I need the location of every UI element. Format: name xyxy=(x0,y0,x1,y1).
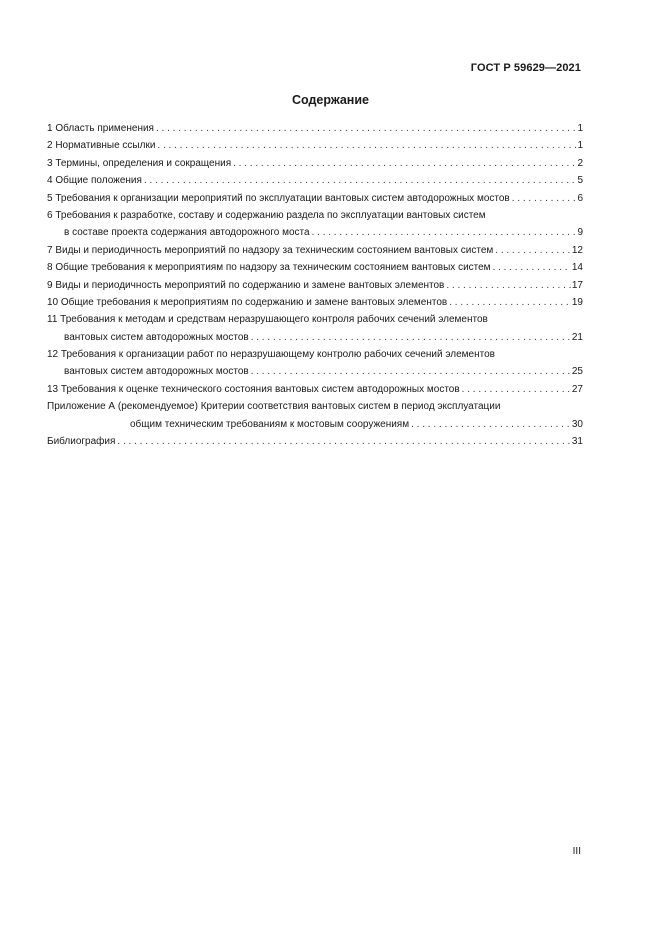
toc-entry-label: Приложение А (рекомендуемое) Критерии соответствия вантовых систем в период эксплуатации xyxy=(47,401,501,413)
toc-entry-label: 7 Виды и периодичность мероприятий по надзору за техническим состоянием вантовых систем xyxy=(47,244,494,256)
toc-page-number: 31 xyxy=(571,436,583,448)
toc-entry[interactable] xyxy=(47,346,583,363)
toc-leader-dots xyxy=(512,190,577,207)
toc-leader-dots xyxy=(117,433,570,450)
toc-entry[interactable] xyxy=(47,416,583,433)
toc-leader-dots xyxy=(251,329,571,346)
toc-entry-label: 4 Общие положения xyxy=(47,175,142,187)
toc-entry-label: 5 Требования к организации мероприятий по эксплуатации вантовых систем автодорожных мостов xyxy=(47,192,510,204)
toc-page-number: 14 xyxy=(571,262,583,274)
toc-entry-label: общим техническим требованиям к мостовым сооружениям xyxy=(130,418,410,430)
toc-page-number: 9 xyxy=(577,227,583,239)
toc-leader-dots xyxy=(156,120,576,137)
toc-entry-label: 9 Виды и периодичность мероприятий по содержанию и замене вантовых элементов xyxy=(47,279,445,291)
toc-entry-label: 1 Область применения xyxy=(47,123,154,134)
toc-page-number: 30 xyxy=(571,418,583,430)
toc-leader-dots xyxy=(495,242,571,259)
toc-leader-dots xyxy=(312,224,577,241)
toc-leader-dots xyxy=(144,172,577,189)
toc-page-number: 17 xyxy=(571,279,583,291)
toc-page-number: 6 xyxy=(577,192,583,204)
toc-entry-label: 8 Общие требования к мероприятиям по надзору за техническим состоянием вантовых систем xyxy=(47,262,491,274)
toc-entry[interactable] xyxy=(47,398,583,415)
toc-page-number: 19 xyxy=(571,296,583,308)
toc-entry[interactable] xyxy=(47,329,583,346)
toc-entry-label: 12 Требования к организации работ по неразрушающему контролю рабочих сечений элементов xyxy=(47,349,495,361)
page-title: Содержание xyxy=(291,93,369,107)
toc-entry-label: 2 Нормативные ссылки xyxy=(47,140,156,152)
toc-entry-label: 13 Требования к оценке технического состояния вантовых систем автодорожных мостов xyxy=(47,383,460,395)
document-code: ГОСТ Р 59629—2021 xyxy=(470,62,581,74)
toc-leader-dots xyxy=(462,381,571,398)
toc-entry[interactable] xyxy=(47,190,583,207)
toc-entry-label: в составе проекта содержания автодорожного моста xyxy=(64,227,310,239)
toc-entry[interactable] xyxy=(47,259,583,276)
toc-page-number: 27 xyxy=(571,383,583,395)
toc-entry[interactable] xyxy=(47,311,583,328)
page-number: III xyxy=(572,846,581,857)
toc-entry-label: вантовых систем автодорожных мостов xyxy=(64,366,249,378)
toc-page-number: 21 xyxy=(571,331,583,343)
toc-leader-dots xyxy=(251,363,571,380)
toc-entry[interactable] xyxy=(47,381,583,398)
toc-page-number: 5 xyxy=(577,175,583,187)
toc-page-number: 1 xyxy=(577,140,583,152)
toc-entry-label: 10 Общие требования к мероприятиям по содержанию и замене вантовых элементов xyxy=(47,296,448,308)
toc-leader-dots xyxy=(233,155,576,172)
toc-entry[interactable] xyxy=(47,433,583,450)
toc-leader-dots xyxy=(449,294,571,311)
toc-entry[interactable] xyxy=(47,224,583,241)
toc-page-number: 12 xyxy=(571,244,583,256)
toc-entry-label: вантовых систем автодорожных мостов xyxy=(64,331,249,343)
toc-entry[interactable] xyxy=(47,120,583,137)
toc-leader-dots xyxy=(446,277,571,294)
toc-entry[interactable] xyxy=(47,277,583,294)
toc-leader-dots xyxy=(493,259,571,276)
toc-leader-dots xyxy=(411,416,571,433)
toc-entry-label: Библиография xyxy=(47,436,116,448)
toc-entry[interactable] xyxy=(47,137,583,154)
toc-entry-label: 6 Требования к разработке, составу и содержанию раздела по эксплуатации вантовых систем xyxy=(47,209,486,221)
table-of-contents xyxy=(47,120,583,450)
toc-leader-dots xyxy=(157,137,576,154)
toc-entry[interactable] xyxy=(47,294,583,311)
toc-page-number: 2 xyxy=(577,157,583,169)
toc-entry[interactable] xyxy=(47,172,583,189)
toc-page-number: 25 xyxy=(571,366,583,378)
toc-entry[interactable] xyxy=(47,363,583,380)
toc-entry[interactable] xyxy=(47,207,583,224)
toc-entry-label: 11 Требования к методам и средствам неразрушающего контроля рабочих сечений элементов xyxy=(47,314,488,326)
toc-page-number: 1 xyxy=(577,123,583,134)
toc-entry[interactable] xyxy=(47,155,583,172)
toc-entry[interactable] xyxy=(47,242,583,259)
toc-entry-label: 3 Термины, определения и сокращения xyxy=(47,157,232,169)
